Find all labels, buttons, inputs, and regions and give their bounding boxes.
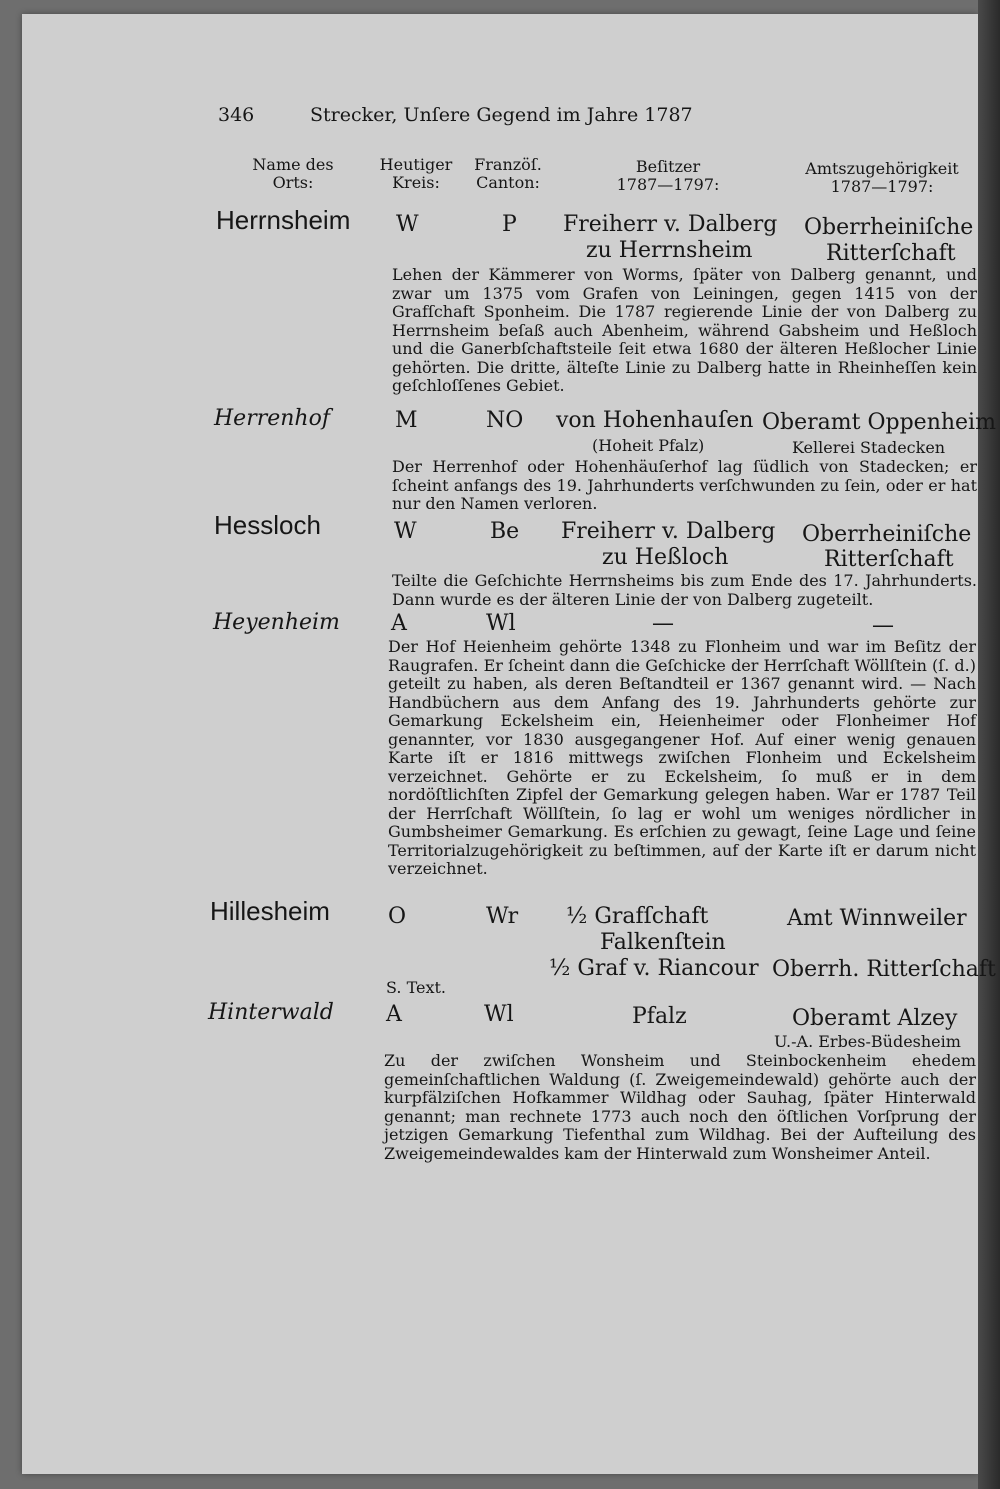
- entry-owner2-herrenhof: (Hoheit Pfalz): [592, 436, 705, 455]
- col-head-kreis: Heutiger Kreis:: [379, 155, 453, 192]
- entry-name-hillesheim: Hillesheim: [210, 896, 330, 926]
- page-number: 346: [218, 104, 255, 126]
- entry-amt-hinterwald: Oberamt Alzey: [792, 1006, 958, 1031]
- entry-name-herrenhof: Herrenhof: [214, 406, 330, 431]
- entry-amt2-hillesheim: Oberrh. Ritterſchaft: [772, 957, 996, 982]
- col-head-amt: Amtszugehörigkeit 1787—1797:: [805, 159, 959, 196]
- entry-amt2-herrenhof: Kellerei Stadecken: [792, 438, 946, 457]
- entry-canton-herrnsheim: P: [502, 212, 517, 237]
- col-head-canton: Franzöſ. Canton:: [474, 155, 542, 192]
- entry-amt2-hinterwald: U.-A. Erbes-Büdesheim: [774, 1032, 961, 1051]
- running-title: Strecker, Unſere Gegend im Jahre 1787: [310, 104, 693, 126]
- entry-canton-herrenhof: NO: [486, 408, 524, 433]
- entry-amt2-herrnsheim: Ritterſchaft: [826, 241, 956, 266]
- entry-canton-heyenheim: Wl: [486, 611, 516, 636]
- entry-desc-hessloch: Teilte die Geſchichte Herrnsheims bis zum Ende des 17. Jahrhunderts. Dann wurde es der älteren Linie der von Dalberg zugeteilt.: [392, 571, 977, 609]
- entry-owner-herrenhof: von Hohenhauſen: [556, 408, 754, 433]
- entry-owner-herrnsheim: Freiherr v. Dalberg: [563, 212, 778, 237]
- entry-owner2-hessloch: zu Heßloch: [602, 545, 729, 570]
- entry-amt-hillesheim: Amt Winnweiler: [787, 906, 967, 931]
- entry-desc-hinterwald: Zu der zwiſchen Wonsheim und Steinbockenheim ehedem gemeinſchaftlichen Waldung (ſ. Zweigemeindewald) gehörte auch der kurpfälziſchen Hofkammer Wildhag oder Sauhag, ſpäter Hinterwald genannt; man rechnete 1773 auch noch den öſtlichen Vorſprung der jetzigen Gemarkung Tiefenthal zum Wildhag. Bei der Aufteilung des Zweigemeindewaldes kam der Hinterwald zum Wonsheimer Anteil.: [384, 1051, 976, 1163]
- entry-kreis-hinterwald: A: [386, 1002, 402, 1027]
- running-header: [218, 104, 693, 126]
- entry-owner3-hillesheim: ½ Graf v. Riancour: [549, 956, 759, 981]
- entry-owner-hessloch: Freiherr v. Dalberg: [561, 519, 776, 544]
- entry-kreis-herrnsheim: W: [396, 212, 419, 237]
- entry-amt-herrenhof: Oberamt Oppenheim: [762, 410, 996, 435]
- entry-owner-hinterwald: Pfalz: [632, 1004, 687, 1029]
- entry-kreis-herrenhof: M: [395, 408, 418, 433]
- entry-name-hinterwald: Hinterwald: [208, 1000, 334, 1025]
- entry-amt-heyenheim: —: [872, 613, 894, 638]
- book-spine-shadow: [978, 0, 1000, 1489]
- entry-owner-heyenheim: —: [652, 611, 674, 636]
- entry-owner2-herrnsheim: zu Herrnsheim: [586, 238, 753, 263]
- entry-note-hillesheim: S. Text.: [386, 978, 446, 997]
- col-head-name: Name des Orts:: [252, 155, 334, 192]
- entry-name-heyenheim: Heyenheim: [213, 610, 340, 635]
- entry-kreis-hillesheim: O: [388, 904, 407, 929]
- entry-desc-herrenhof: Der Herrenhof oder Hohenhäuſerhof lag ſüdlich von Stadecken; er ſcheint anfangs des 19. Jahrhunderts verſchwunden zu ſein, oder er hat nur den Namen verloren.: [392, 457, 977, 513]
- entry-kreis-hessloch: W: [394, 519, 417, 544]
- entry-owner-hillesheim: ½ Grafſchaft: [566, 904, 709, 929]
- entry-kreis-heyenheim: A: [391, 611, 407, 636]
- col-head-besitzer: Beſitzer 1787—1797:: [616, 157, 720, 194]
- entry-canton-hessloch: Be: [490, 519, 520, 544]
- entry-name-hessloch: Hessloch: [214, 510, 321, 540]
- entry-owner2-hillesheim: Falkenſtein: [600, 930, 726, 955]
- entry-canton-hinterwald: Wl: [484, 1002, 514, 1027]
- entry-name-herrnsheim: Herrnsheim: [216, 205, 351, 235]
- entry-canton-hillesheim: Wr: [486, 904, 519, 929]
- entry-amt2-hessloch: Ritterſchaft: [824, 547, 954, 572]
- entry-amt-herrnsheim: Oberrheiniſche: [804, 215, 974, 240]
- entry-amt-hessloch: Oberrheiniſche: [802, 522, 972, 547]
- entry-desc-heyenheim: Der Hof Heienheim gehörte 1348 zu Flonheim und war im Beſitz der Raugrafen. Er ſcheint dann die Geſchicke der Herrſchaft Wöllſtein (ſ. d.) geteilt zu haben, als deren Beſtandteil er 1367 genannt wird. — Nach Handbüchern aus dem Anfang des 19. Jahrhunderts gehörte zur Gemarkung Eckelsheim ein, Heienheimer oder Flonheimer Hof genannter, vor 1830 ausgegangener Hof. Auf einer wenig genauen Karte iſt er 1816 mittwegs zwiſchen Flonheim und Eckelsheim verzeichnet. Gehörte er zu Eckelsheim, ſo muß er in dem nordöſtlichſten Zipfel der Gemarkung gelegen haben. War er 1787 Teil der Herrſchaft Wöllſtein, ſo lag er wohl um weniges nördlicher in Gumbsheimer Gemarkung. Es erſchien zu gewagt, ſeine Lage und ſeine Territorialzugehörigkeit zu beſtimmen, auf der Karte iſt er darum nicht verzeichnet.: [388, 637, 976, 878]
- entry-desc-herrnsheim: Lehen der Kämmerer von Worms, ſpäter von Dalberg genannt, und zwar um 1375 vom Grafen von Leiningen, gegen 1415 von der Grafſchaft Sponheim. Die 1787 regierende Linie der von Dalberg zu Herrnsheim beſaß auch Abenheim, während Gabsheim und Heßloch und die Ganerbſchaftsteile ſeit etwa 1680 der älteren Heßlocher Linie gehörten. Die dritte, älteſte Linie zu Dalberg hatte in Rheinheſſen kein geſchloſſenes Gebiet.: [392, 265, 977, 395]
